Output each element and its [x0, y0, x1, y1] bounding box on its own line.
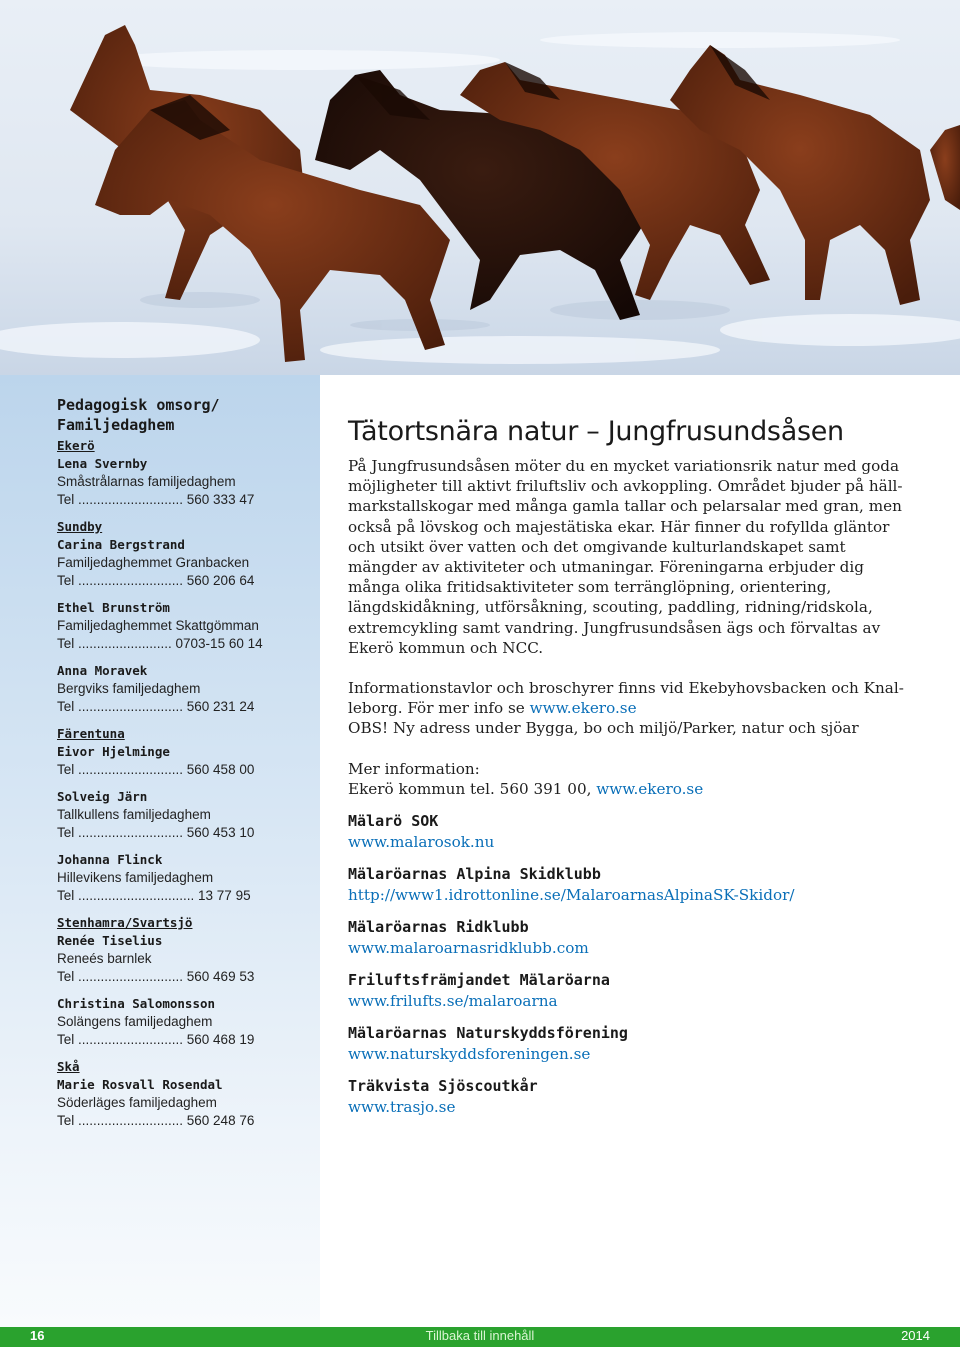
info-paragraph — [348, 678, 908, 718]
info-text: Informationstavlor och broschyrer finns vid Ekebyhovsbacken och Knalleborg. För mer info se — [348, 679, 904, 718]
phone-line: Tel ............................ 560 453 10 — [57, 825, 255, 840]
daycare-name: Söderläges familjedaghem — [57, 1095, 217, 1110]
place-heading: Stenhamra/Svartsjö — [57, 915, 193, 930]
directory-entry — [57, 1058, 307, 1130]
org-name: Mälaröarnas Naturskyddsförening — [348, 1023, 628, 1042]
ekero-link-2[interactable]: www.ekero.se — [596, 780, 704, 799]
footer-year: 2014 — [901, 1328, 930, 1343]
phone-line: Tel ............................ 560 468 19 — [57, 1032, 255, 1047]
daycare-name: Familjedaghemmet Skattgömman — [57, 618, 259, 633]
contact-name: Marie Rosvall Rosendal — [57, 1077, 223, 1092]
daycare-name: Hillevikens familjedaghem — [57, 870, 214, 885]
org-entry — [348, 917, 908, 959]
daycare-name: Småstrålarnas familjedaghem — [57, 474, 236, 489]
contact-name: Christina Salomonsson — [57, 996, 216, 1011]
ekero-link[interactable]: www.ekero.se — [529, 699, 637, 718]
contact-name: Anna Moravek — [57, 663, 148, 678]
directory-entry — [57, 518, 307, 590]
org-name: Mälaröarnas Ridklubb — [348, 917, 529, 936]
directory-entry — [57, 914, 307, 986]
more-info-label: Mer information: — [348, 759, 480, 778]
article-title: Tätortsnära natur – Jungfrusundsåsen — [348, 416, 844, 447]
place-heading: Färentuna — [57, 726, 125, 741]
phone-line: Tel ............................ 560 248 76 — [57, 1113, 255, 1128]
org-entry — [348, 864, 908, 906]
contact-name: Eivor Hjelminge — [57, 744, 170, 759]
contact-name: Carina Bergstrand — [57, 537, 185, 552]
daycare-name: Reneés barnlek — [57, 951, 152, 966]
more-info-line — [348, 779, 908, 800]
org-name: Träkvista Sjöscoutkår — [348, 1076, 538, 1095]
main-article — [348, 412, 908, 1118]
directory-entry — [57, 437, 307, 509]
place-heading: Ekerö — [57, 438, 95, 453]
daycare-name: Bergviks familjedaghem — [57, 681, 201, 696]
daycare-name: Familjedaghemmet Granbacken — [57, 555, 250, 570]
contact-name: Ethel Brunström — [57, 600, 170, 615]
contact-name: Solveig Järn — [57, 789, 148, 804]
directory-entry — [57, 725, 307, 779]
org-name: Friluftsfrämjandet Mälaröarna — [348, 970, 610, 989]
org-entry — [348, 811, 908, 853]
place-heading: Sundby — [57, 519, 103, 534]
notice-paragraph: OBS! Ny adress under Bygga, bo och miljö/Parker, natur och sjöar — [348, 719, 859, 738]
org-link[interactable]: www.frilufts.se/malaroarna — [348, 991, 558, 1010]
phone-line: Tel ............................ 560 231 24 — [57, 699, 255, 714]
org-entry — [348, 1023, 908, 1065]
directory-entry — [57, 995, 307, 1049]
contact-name: Renée Tiselius — [57, 933, 163, 948]
phone-line: Tel ............................ 560 333 47 — [57, 492, 255, 507]
org-name: Mälarö SOK — [348, 811, 439, 830]
org-link[interactable]: www.naturskyddsforeningen.se — [348, 1044, 591, 1063]
daycare-directory — [57, 395, 307, 1139]
daycare-name: Tallkullens familjedaghem — [57, 807, 211, 822]
municipality-phone: Ekerö kommun tel. 560 391 00, — [348, 780, 597, 799]
place-heading: Skå — [57, 1059, 80, 1074]
footer-bar — [0, 1327, 960, 1347]
phone-line: Tel ............................ 560 458 00 — [57, 762, 255, 777]
org-link[interactable]: www.malarosok.nu — [348, 832, 495, 851]
page-number: 16 — [30, 1328, 45, 1343]
org-link[interactable]: http://www1.idrottonline.se/MalaroarnasAlpinaSK-Skidor/ — [348, 885, 795, 904]
org-name: Mälaröarnas Alpina Skidklubb — [348, 864, 601, 883]
horses-in-snow-illustration — [0, 0, 960, 375]
back-to-contents-link[interactable]: Tillbaka till innehåll — [425, 1328, 535, 1343]
phone-line: Tel ............................ 560 469 53 — [57, 969, 255, 984]
hero-photo — [0, 0, 960, 375]
org-link[interactable]: www.trasjo.se — [348, 1097, 456, 1116]
directory-entry — [57, 599, 307, 653]
directory-entry — [57, 851, 307, 905]
org-entry — [348, 970, 908, 1012]
daycare-name: Solängens familjedaghem — [57, 1014, 213, 1029]
directory-entry — [57, 788, 307, 842]
org-link[interactable]: www.malaroarnasridklubb.com — [348, 938, 589, 957]
contact-name: Lena Svernby — [57, 456, 148, 471]
article-intro-paragraph: På Jungfrusundsåsen möter du en mycket variationsrik natur med goda möjligheter till aktivt friluftsliv och avkoppling. Området bjuder på hällmarkstallskogar med många gamla tallar och pelarsalar med gran, men också på lövskog och majestätiska ekar. Här finner du rofyllda gläntor och utsikt över vatten och det omgivande kulturlandskapet samt mängder av aktiviteter och utmaningar. Föreningarna erbjuder dig många olika fritidsaktiviteter som terränglöpning, orientering, längdskidåkning, utförsåkning, scouting, paddling, ridning/ridskola, extremcykling samt vandring. Jungfrusundsåsen ägs och förvaltas av Ekerö kommun och NCC. — [348, 457, 903, 657]
phone-line: Tel ............................ 560 206 64 — [57, 573, 255, 588]
phone-line: Tel ......................... 0703-15 60 14 — [57, 636, 263, 651]
contact-name: Johanna Flinck — [57, 852, 163, 867]
directory-entry — [57, 662, 307, 716]
org-entry — [348, 1076, 908, 1118]
sidebar-panel — [0, 375, 320, 1327]
phone-line: Tel ............................... 13 77 95 — [57, 888, 251, 903]
sidebar-title: Pedagogisk omsorg/ Familjedaghem — [57, 396, 220, 434]
